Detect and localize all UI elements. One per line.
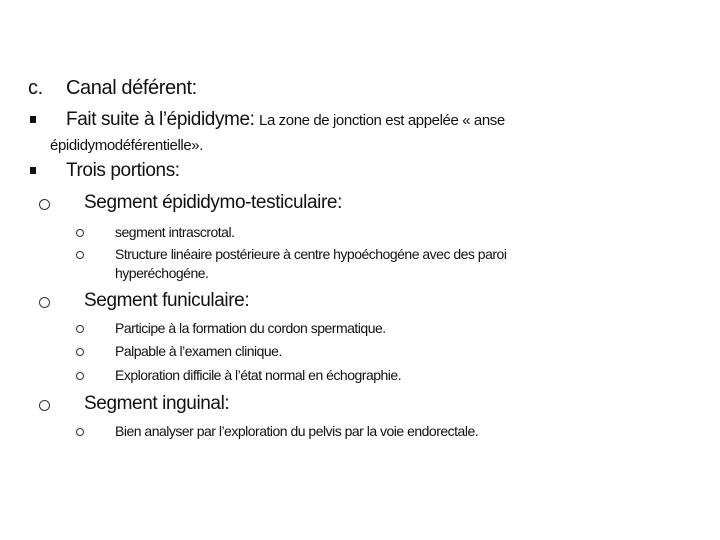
circle-bullet-icon [76, 348, 84, 356]
segment-item: Bien analyser par l’exploration du pelvis par la voie endorectale. [115, 423, 479, 439]
heading-marker: c. [28, 77, 43, 99]
circle-bullet-icon [76, 372, 84, 380]
circle-bullet-icon [39, 199, 50, 210]
segment-item: Structure linéaire postérieure à centre hypoéchogéne avec des paroi [115, 246, 507, 262]
segment-item: Exploration difficile à l’état normal en échographie. [115, 367, 402, 383]
bullet-fait-suite [66, 110, 505, 129]
circle-bullet-icon [76, 229, 84, 237]
heading-title: Canal déférent: [66, 77, 197, 99]
bullet-text: La zone de jonction est appelée « anse [259, 112, 505, 129]
bullet-title: Fait suite à l’épididyme: [66, 109, 255, 130]
circle-bullet-icon [39, 400, 50, 411]
segment-title: Segment épididymo-testiculaire: [84, 192, 342, 213]
bullet-title: Trois portions: [66, 160, 180, 181]
segment-title: Segment funiculaire: [84, 290, 250, 311]
circle-bullet-icon [39, 297, 50, 308]
segment-item: segment intrascrotal. [115, 224, 235, 240]
segment-item: Participe à la formation du cordon spermatique. [115, 320, 386, 336]
square-bullet-icon [30, 167, 36, 174]
segment-item: Palpable à l’examen clinique. [115, 343, 282, 359]
square-bullet-icon [30, 116, 36, 123]
bullet-text-continued: épididymodéférentielle». [50, 137, 204, 154]
circle-bullet-icon [76, 325, 84, 333]
circle-bullet-icon [76, 428, 84, 436]
segment-title: Segment inguinal: [84, 393, 230, 414]
circle-bullet-icon [76, 251, 84, 259]
segment-item-continued: hyperéchogéne. [115, 265, 209, 281]
